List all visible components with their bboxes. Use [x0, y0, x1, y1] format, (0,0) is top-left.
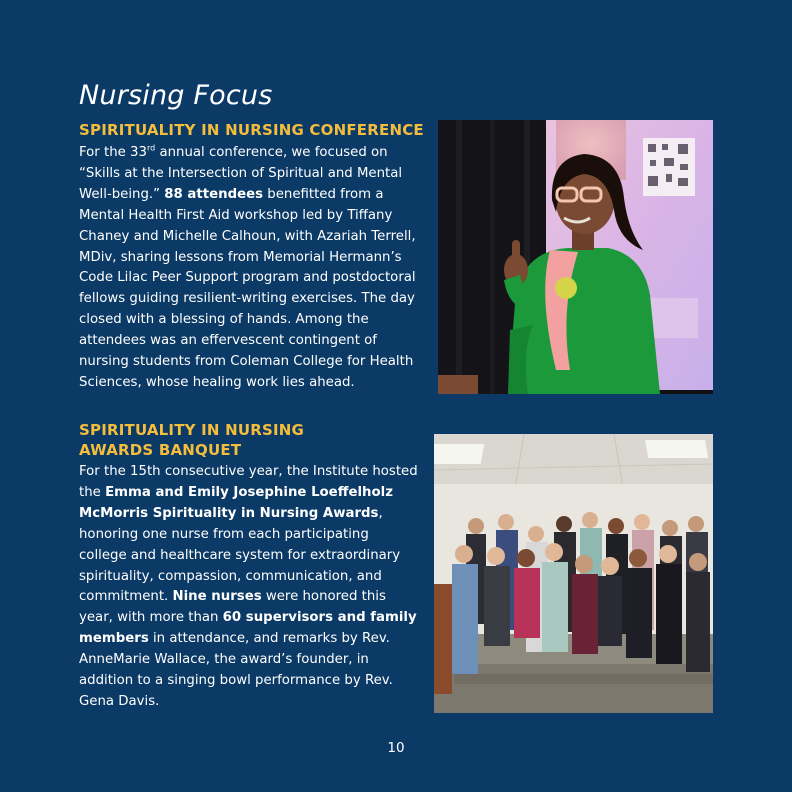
conference-paragraph: For the 33rd annual conference, we focused on “Skills at the Intersection of Spiritual and Mental Well-being.” 88 attendees benefitted from a Mental Health First Aid workshop led by Tiffany Chaney and Michelle Calhoun, with Azariah Terrell, MDiv, sharing lessons from Memorial Hermann’s Code Lilac Peer Support program and postdoctoral fellows guiding resilient-writing exercises. The day closed with a blessing of hands. Among the attendees was an effervescent contingent of nursing students from Coleman College for Health Sciences, whose healing work lies ahead.: [79, 143, 416, 390]
banquet-heading-line1: SPIRITUALITY IN NURSING: [79, 421, 305, 439]
page-title: Nursing Focus: [79, 80, 273, 111]
group-photo: [434, 434, 713, 713]
group-photo-icon: [434, 434, 713, 713]
banquet-paragraph: For the 15th consecutive year, the Institute hosted the Emma and Emily Josephine Loeffelholz McMorris Spirituality in Nursing Awards, honoring one nurse from each participating college and healthcare system for extraordinary spirituality, compassion, communication, and commitment. Nine nurses were honored this year, with more than 60 supervisors and family members in attendance, and remarks by Rev. AnneMarie Wallace, the award’s founder, in addition to a singing bowl performance by Rev. Gena Davis.: [79, 464, 418, 709]
conference-heading: SPIRITUALITY IN NURSING CONFERENCE: [79, 121, 424, 139]
page-number: 10: [387, 740, 405, 756]
speaker-photo-icon: [438, 120, 713, 394]
banquet-heading-line2: AWARDS BANQUET: [79, 441, 242, 459]
speaker-photo: [438, 120, 713, 394]
banquet-heading: [79, 420, 304, 460]
